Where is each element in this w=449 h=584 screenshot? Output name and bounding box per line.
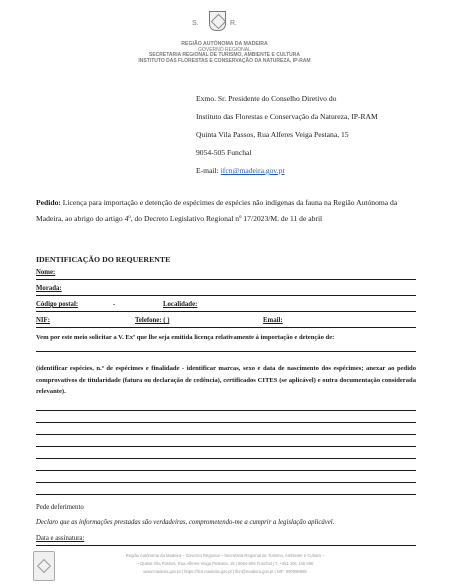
declaration-text: Declaro que as informações prestadas são verdadeiras, comprometendo-me a cumprir a legislação aplicável.: [36, 519, 335, 526]
entry-line-5[interactable]: [36, 446, 416, 447]
email-link[interactable]: ifcn@madeira.gov.pt: [220, 166, 285, 175]
recipient-line-2: Instituto das Florestas e Conservação da Natureza, IP-RAM: [196, 112, 378, 121]
crest-letter-right: R.: [230, 20, 237, 27]
header-region: REGIÃO AUTÓNOMA DA MADEIRA: [181, 41, 268, 47]
entry-line-3[interactable]: [36, 422, 416, 423]
entry-line-7[interactable]: [36, 470, 416, 471]
nome-label: Nome:: [36, 269, 56, 276]
codigo-postal-row[interactable]: [36, 300, 416, 312]
footer-line-1: Região Autónoma da Madeira – Governo Regional – Secretaria Regional de Turismo, Ambiente e Cultura –: [125, 553, 325, 558]
pedido-label: Pedido:: [36, 198, 61, 207]
morada-label: Morada:: [36, 285, 62, 292]
regional-crest: [192, 8, 242, 38]
recipient-email-line: [196, 164, 285, 178]
entry-line-1[interactable]: [36, 351, 416, 352]
telefone-label: Telefone: ( ): [135, 317, 170, 324]
signature-field[interactable]: [36, 535, 416, 546]
recipient-line-3: Quinta Vila Passos, Rua Alferes Veiga Pestana, 15: [196, 130, 349, 139]
nome-field[interactable]: [36, 268, 416, 280]
postal-dash: -: [113, 301, 116, 308]
email-field-label: Email:: [263, 317, 283, 324]
entry-line-2[interactable]: [36, 410, 416, 411]
nif-label: NIF:: [36, 317, 50, 324]
entry-line-4[interactable]: [36, 434, 416, 435]
crest-letter-left: S.: [192, 20, 199, 27]
header-secretariat: SECRETARIA REGIONAL DE TURISMO, AMBIENTE E CULTURA: [148, 52, 301, 58]
entry-line-9[interactable]: [36, 494, 416, 495]
footer-line-2: – Quinta Vila Passos, Rua Alferes Veiga Pestana, 15 | 9054-505 Funchal | T. +351 291 145 590: [136, 561, 314, 566]
localidade-label: Localidade:: [163, 301, 198, 308]
email-label: E-mail:: [196, 166, 221, 175]
pedido-text: Licença para importação e detenção de espécimes de espécies não indígenas da fauna na Região Autónoma da Madeira, ao abrigo do artigo 4º, do Decreto Legislativo Regional nº 17/2023/M. de 11 de abril: [36, 198, 398, 223]
morada-field[interactable]: [36, 284, 416, 296]
header-government: GOVERNO REGIONAL: [198, 46, 251, 53]
request-text: Vem por este meio solicitar a V. Exª que lhe seja emitida licença relativamente à importação e detenção de:: [36, 334, 335, 341]
signature-label: Data e assinatura:: [36, 535, 85, 542]
header-institute: INSTITUTO DAS FLORESTAS E CONSERVAÇÃO DA NATUREZA, IP-RAM: [138, 57, 311, 64]
pedido-paragraph: [36, 195, 416, 226]
section-title: IDENTIFICAÇÃO DO REQUERENTE: [36, 255, 171, 264]
codigo-postal-label: Código postal:: [36, 301, 79, 308]
footer-line-3: www.madeira.gov.pt | https://ifcn.madeira.gov.pt | ifcn@madeira.gov.pt | NIF: 600086895: [143, 569, 307, 574]
footer-logo-icon: [33, 551, 55, 581]
coat-of-arms-icon: [209, 11, 226, 31]
recipient-line-1: Exmo. Sr. Presidente do Conselho Diretivo do: [196, 94, 337, 103]
entry-line-6[interactable]: [36, 458, 416, 459]
contact-row[interactable]: [36, 316, 416, 328]
pede-deferimento: Pede deferimento: [36, 504, 84, 511]
entry-line-8[interactable]: [36, 482, 416, 483]
identify-instructions: (identificar espécies, n.º de espécimes e finalidade - identificar marcas, sexo e data de nascimento dos espécimes; anexar ao pedido comprovativos de titularidade (fatura ou declaração de cedência), certificados CITES (se aplicável) e outra documentação considerada relevante).: [36, 365, 416, 395]
recipient-line-4: 9054-505 Funchal: [196, 148, 252, 157]
